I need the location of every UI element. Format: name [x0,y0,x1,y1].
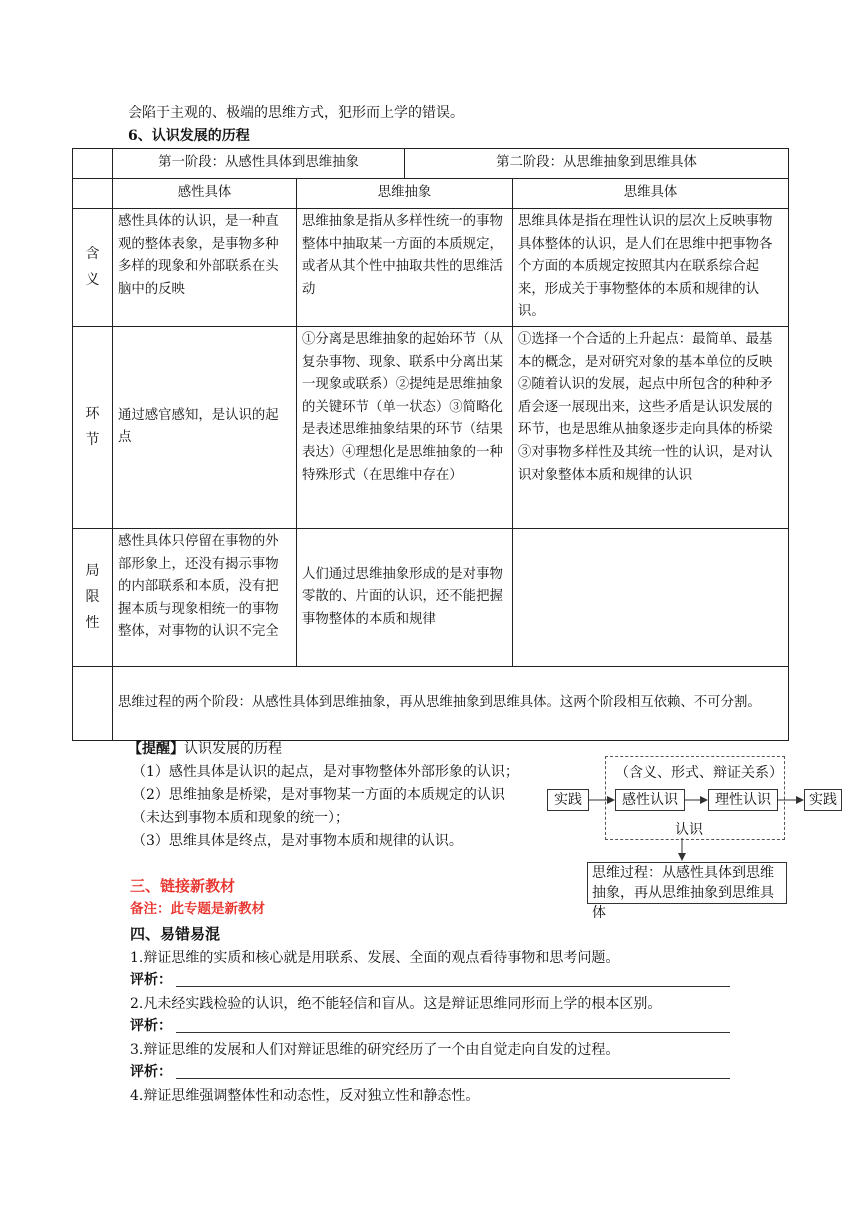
perceptual-cognition-box: 感性认识 [615,789,685,811]
link-concrete: ①选择一个合适的上升起点：最简单、最基本的概念，是对研究对象的基本单位的反映②随着认识的发展，起点中所包含的种种矛盾会逐一展现出来，这些矛盾是认识发展的环节，也是思维从抽象逐步走向具体的桥梁③对事物多样性及其统一性的认识，是对认识对象整体本质和规律的认识 [513,326,789,528]
reminder-heading [128,739,282,759]
cognition-label: 认识 [675,822,703,838]
reminder-line-1: （1）感性具体是认识的起点，是对事物整体外部形象的认识； [132,764,519,780]
row-label-meaning: 含义 [73,209,113,327]
answer-line-1[interactable] [176,986,730,987]
summary-blank-cell [73,666,113,740]
limit-abstract: 人们通过思维抽象形成的是对事物零散的、片面的认识，还不能把握事物整体的本质和规律 [297,528,513,666]
reminder-line-3: （未达到事物本质和现象的统一）； [132,810,349,826]
summary-cell: 思维过程的两个阶段：从感性具体到思维抽象，再从思维抽象到思维具体。这两个阶段相互依赖、不可分割。 [113,666,789,740]
practice-box-left: 实践 [547,789,589,811]
link-perceptual: 通过感官感知，是认识的起点 [113,326,297,528]
section-6-title: 6、认识发展的历程 [128,128,250,144]
stage-1-header: 第一阶段：从感性具体到思维抽象 [113,149,405,179]
question-2: 2.凡未经实践检验的认识，绝不能轻信和盲从。这是辩证思维同形而上学的根本区别。 [130,996,662,1012]
analysis-label-1: 评析： [130,972,172,988]
rational-cognition-box: 理性认识 [708,789,778,811]
col-header-perceptual: 感性具体 [113,179,297,209]
section-4-title: 四、易错易混 [130,925,221,943]
thinking-process-box: 思维过程：从感性具体到思维抽象，再从思维抽象到思维具体 [587,862,787,904]
meaning-perceptual: 感性具体的认识，是一种直观的整体表象，是事物多种多样的现象和外部联系在头脑中的反映 [113,209,297,327]
meaning-abstract: 思维抽象是指从多样性统一的事物整体中抽取某一方面的本质规定，或者从其个性中抽取共性的思维活动 [297,209,513,327]
table-blank-cell [73,179,113,209]
limit-perceptual: 感性具体只停留在事物的外部形象上，还没有揭示事物的内部联系和本质，没有把握本质与现象相统一的事物整体，对事物的认识不完全 [113,528,297,666]
link-abstract: ①分离是思维抽象的起始环节（从复杂事物、现象、联系中分离出某一现象或联系）②提纯是思维抽象的关键环节（单一状态）③简略化是表述思维抽象结果的环节（结果表达）④理想化是思维抽象的一种特殊形式（在思维中存在） [297,326,513,528]
question-3: 3.辩证思维的发展和人们对辩证思维的研究经历了一个由自觉走向自发的过程。 [130,1042,620,1058]
practice-box-right: 实践 [804,789,842,811]
new-textbook-note: 备注：此专题是新教材 [130,901,265,917]
analysis-label-2: 评析： [130,1018,172,1034]
section-3-title: 三、链接新教材 [130,877,236,895]
question-4: 4.辩证思维强调整体性和动态性，反对独立性和静态性。 [130,1088,480,1104]
reminder-title: 认识发展的历程 [184,741,282,757]
diagram-arrows [540,750,860,870]
row-label-link: 环节 [73,326,113,528]
table-corner-cell [73,149,113,179]
intro-line: 会陷于主观的、极端的思维方式，犯形而上学的错误。 [128,105,464,121]
diagram-top-label: （含义、形式、辩证关系） [615,765,783,781]
stage-2-header: 第二阶段：从思维抽象到思维具体 [405,149,789,179]
reminder-tag: 【提醒】 [128,741,184,757]
reminder-line-4: （3）思维具体是终点，是对事物本质和规律的认识。 [132,833,463,849]
cognition-table [72,148,789,741]
row-label-limit: 局限性 [73,528,113,666]
question-1: 1.辩证思维的实质和核心就是用联系、发展、全面的观点看待事物和思考问题。 [130,950,620,966]
reminder-line-2: （2）思维抽象是桥梁，是对事物某一方面的本质规定的认识 [132,787,505,803]
analysis-label-3: 评析： [130,1064,172,1080]
answer-line-2[interactable] [176,1032,730,1033]
meaning-concrete: 思维具体是指在理性认识的层次上反映事物具体整体的认识，是人们在思维中把事物各个方面的本质规定按照其内在联系综合起来，形成关于事物整体的本质和规律的认识。 [513,209,789,327]
limit-concrete [513,528,789,666]
col-header-abstract: 思维抽象 [297,179,513,209]
col-header-concrete: 思维具体 [513,179,789,209]
answer-line-3[interactable] [176,1078,730,1079]
